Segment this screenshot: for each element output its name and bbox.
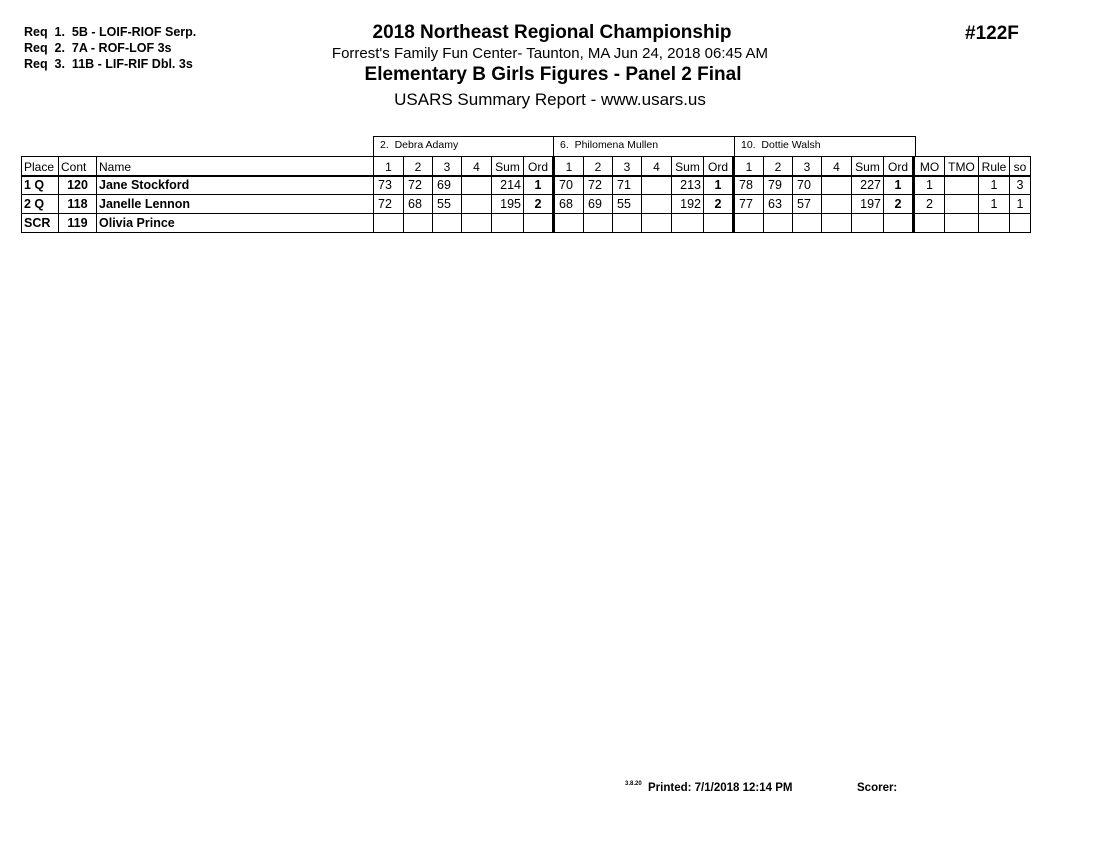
score-cell: 72	[584, 176, 613, 195]
score-cell	[734, 214, 764, 233]
score-cell: 63	[764, 195, 793, 214]
name-cell: Janelle Lennon	[97, 195, 374, 214]
col-j1-fig3: 3	[433, 157, 462, 176]
judge-2-header: 6. Philomena Mullen	[553, 136, 735, 156]
table-row	[22, 176, 1031, 195]
sum-cell	[852, 214, 884, 233]
so-cell: 3	[1010, 176, 1031, 195]
event-number: #122F	[965, 23, 1019, 44]
col-j2-fig4: 4	[642, 157, 672, 176]
score-cell: 77	[734, 195, 764, 214]
score-cell	[404, 214, 433, 233]
score-cell	[554, 214, 584, 233]
col-name: Name	[97, 157, 374, 176]
ordinal-cell: 1	[524, 176, 554, 195]
score-cell	[433, 214, 462, 233]
col-j1-fig4: 4	[462, 157, 492, 176]
sum-cell: 197	[852, 195, 884, 214]
score-cell: 79	[764, 176, 793, 195]
sum-cell: 213	[672, 176, 704, 195]
score-cell	[462, 195, 492, 214]
col-j3-fig3: 3	[793, 157, 822, 176]
col-place: Place	[22, 157, 59, 176]
mo-cell: 1	[914, 176, 945, 195]
score-cell: 69	[433, 176, 462, 195]
venue-line: Forrest's Family Fun Center- Taunton, MA Jun 24, 2018 06:45 AM	[331, 45, 769, 62]
score-cell	[642, 195, 672, 214]
report-title: USARS Summary Report - www.usars.us	[394, 90, 706, 109]
col-rule: Rule	[979, 157, 1010, 176]
tmo-cell	[945, 214, 979, 233]
ordinal-cell: 1	[704, 176, 734, 195]
score-cell	[822, 214, 852, 233]
results-table	[21, 156, 1031, 233]
ordinal-cell: 2	[524, 195, 554, 214]
cont-cell: 119	[59, 214, 97, 233]
score-cell: 70	[554, 176, 584, 195]
col-j1-ord: Ord	[524, 157, 554, 176]
sum-cell: 227	[852, 176, 884, 195]
ordinal-cell	[884, 214, 914, 233]
score-cell: 73	[374, 176, 404, 195]
score-cell	[613, 214, 642, 233]
requirement-1: Req 1. 5B - LOIF-RIOF Serp.	[24, 25, 197, 39]
place-cell: 1 Q	[22, 176, 59, 195]
division-title: Elementary B Girls Figures - Panel 2 Final	[364, 64, 742, 85]
score-cell: 72	[374, 195, 404, 214]
place-cell: 2 Q	[22, 195, 59, 214]
tmo-cell	[945, 176, 979, 195]
name-cell: Olivia Prince	[97, 214, 374, 233]
col-j3-sum: Sum	[852, 157, 884, 176]
col-j2-fig3: 3	[613, 157, 642, 176]
score-cell: 71	[613, 176, 642, 195]
col-j1-fig2: 2	[404, 157, 433, 176]
mo-cell	[914, 214, 945, 233]
col-j3-fig2: 2	[764, 157, 793, 176]
sum-cell	[492, 214, 524, 233]
judge-3-header: 10. Dottie Walsh	[734, 136, 916, 156]
table-row	[22, 195, 1031, 214]
col-tmo: TMO	[945, 157, 979, 176]
score-cell	[462, 176, 492, 195]
printed-timestamp: Printed: 7/1/2018 12:14 PM	[648, 782, 793, 794]
ordinal-cell: 2	[884, 195, 914, 214]
score-cell: 72	[404, 176, 433, 195]
column-header-row	[22, 157, 1031, 176]
ordinal-cell	[704, 214, 734, 233]
col-j3-ord: Ord	[884, 157, 914, 176]
rule-cell	[979, 214, 1010, 233]
so-cell: 1	[1010, 195, 1031, 214]
results-body	[22, 157, 1031, 233]
score-cell	[374, 214, 404, 233]
score-cell: 55	[613, 195, 642, 214]
col-j2-fig1: 1	[554, 157, 584, 176]
col-j3-fig1: 1	[734, 157, 764, 176]
score-cell: 78	[734, 176, 764, 195]
col-j2-ord: Ord	[704, 157, 734, 176]
rule-cell: 1	[979, 195, 1010, 214]
sum-cell: 214	[492, 176, 524, 195]
score-cell	[822, 195, 852, 214]
ordinal-cell: 2	[704, 195, 734, 214]
score-cell	[793, 214, 822, 233]
score-cell	[584, 214, 613, 233]
col-mo: MO	[914, 157, 945, 176]
col-j2-fig2: 2	[584, 157, 613, 176]
place-cell: SCR	[22, 214, 59, 233]
judge-1-header: 2. Debra Adamy	[373, 136, 554, 156]
score-cell	[642, 176, 672, 195]
score-cell	[764, 214, 793, 233]
cont-cell: 120	[59, 176, 97, 195]
sum-cell	[672, 214, 704, 233]
score-cell: 68	[404, 195, 433, 214]
mo-cell: 2	[914, 195, 945, 214]
cont-cell: 118	[59, 195, 97, 214]
ordinal-cell: 1	[884, 176, 914, 195]
requirement-3: Req 3. 11B - LIF-RIF Dbl. 3s	[24, 57, 193, 71]
so-cell	[1010, 214, 1031, 233]
col-j3-fig4: 4	[822, 157, 852, 176]
table-row	[22, 214, 1031, 233]
score-cell	[462, 214, 492, 233]
score-cell: 68	[554, 195, 584, 214]
score-cell	[822, 176, 852, 195]
ordinal-cell	[524, 214, 554, 233]
score-cell: 57	[793, 195, 822, 214]
score-cell	[642, 214, 672, 233]
col-j1-fig1: 1	[374, 157, 404, 176]
col-so: so	[1010, 157, 1031, 176]
col-cont: Cont	[59, 157, 97, 176]
score-cell: 55	[433, 195, 462, 214]
tmo-cell	[945, 195, 979, 214]
score-cell: 70	[793, 176, 822, 195]
requirement-2: Req 2. 7A - ROF-LOF 3s	[24, 41, 172, 55]
rule-cell: 1	[979, 176, 1010, 195]
name-cell: Jane Stockford	[97, 176, 374, 195]
col-j1-sum: Sum	[492, 157, 524, 176]
event-title: 2018 Northeast Regional Championship	[372, 22, 732, 43]
scorer-label: Scorer:	[857, 782, 898, 794]
col-j2-sum: Sum	[672, 157, 704, 176]
sum-cell: 195	[492, 195, 524, 214]
software-version: 3.8.20	[625, 781, 642, 787]
sum-cell: 192	[672, 195, 704, 214]
score-cell: 69	[584, 195, 613, 214]
